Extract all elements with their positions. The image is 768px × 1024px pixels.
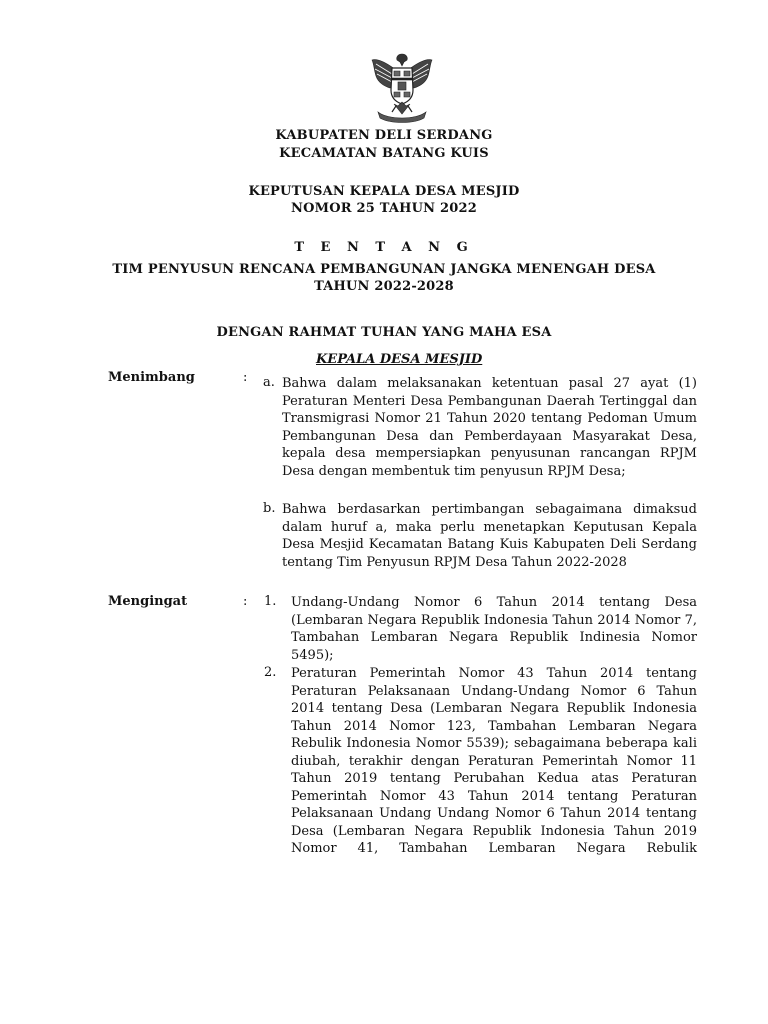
- tentang-heading: T E N T A N G: [294, 240, 474, 255]
- mengingat-item-text: Peraturan Pemerintah Nomor 43 Tahun 2014 tentang Peraturan Pelaksanaan Undang-Undang Nomor 6 Tahun 2014 tentang Desa (Lembaran Negara Republik Indonesia Tahun 2014 Nomor 123, Tambahan Lembaran Negara Rebulik Indonesia Nomor 5539); sebagaimana beberapa kali diubah, terakhir dengan Peraturan Pemerintah Nomor 11 Tahun 2019 tentang Perubahan Kedua atas Peraturan Pemerintah Nomor 43 Tahun 2014 tentang Peraturan Pelaksanaan Undang Undang Nomor 6 Tahun 2014 tentang Desa (Lembaran Negara Republik Indonesia Tahun 2019 Nomor 41, Tambahan Lembaran Negara Rebulik: [291, 666, 697, 856]
- menimbang-item-marker: a.: [263, 375, 275, 390]
- garuda-emblem-icon: [368, 50, 436, 124]
- menimbang-item-text: Bahwa berdasarkan pertimbangan sebagaimana dimaksud dalam huruf a, maka perlu menetapkan Keputusan Kepala Desa Mesjid Kecamatan Batang Kuis Kabupaten Deli Serdang tentang Tim Penyusun RPJM Desa Tahun 2022-2028: [282, 502, 697, 570]
- menimbang-label: Menimbang: [108, 370, 195, 385]
- mengingat-item-marker: 2.: [264, 665, 277, 680]
- menimbang-item-marker: b.: [263, 501, 276, 516]
- mengingat-item-marker: 1.: [264, 594, 277, 609]
- subject-line-1: TIM PENYUSUN RENCANA PEMBANGUNAN JANGKA MENENGAH DESA: [112, 262, 656, 277]
- mengingat-colon: :: [243, 594, 248, 609]
- decree-title: KEPUTUSAN KEPALA DESA MESJID: [248, 184, 520, 199]
- menimbang-colon: :: [243, 370, 248, 385]
- district-title: KECAMATAN BATANG KUIS: [279, 146, 489, 161]
- subject-line-2: TAHUN 2022-2028: [314, 279, 454, 294]
- menimbang-item-text: Bahwa dalam melaksanakan ketentuan pasal 27 ayat (1) Peraturan Menteri Desa Pembangunan Daerah Tertinggal dan Transmigrasi Nomor 21 Tahun 2020 tentang Pedoman Umum Pembangunan Desa dan Pemberdayaan Masyarakat Desa, kepala desa mempersiapkan penyusunan rancangan RPJM Desa dengan membentuk tim penyusun RPJM Desa;: [282, 376, 697, 479]
- decree-number: NOMOR 25 TAHUN 2022: [291, 201, 477, 216]
- mengingat-label: Mengingat: [108, 594, 188, 609]
- regency-title: KABUPATEN DELI SERDANG: [275, 128, 493, 143]
- signatory-heading: KEPALA DESA MESJID: [316, 352, 483, 367]
- mengingat-item-text: Undang-Undang Nomor 6 Tahun 2014 tentang Desa (Lembaran Negara Republik Indonesia Tahun 2014 Nomor 7, Tambahan Lembaran Negara Republik Indinesia Nomor 5495);: [291, 595, 697, 663]
- invocation: DENGAN RAHMAT TUHAN YANG MAHA ESA: [216, 325, 552, 340]
